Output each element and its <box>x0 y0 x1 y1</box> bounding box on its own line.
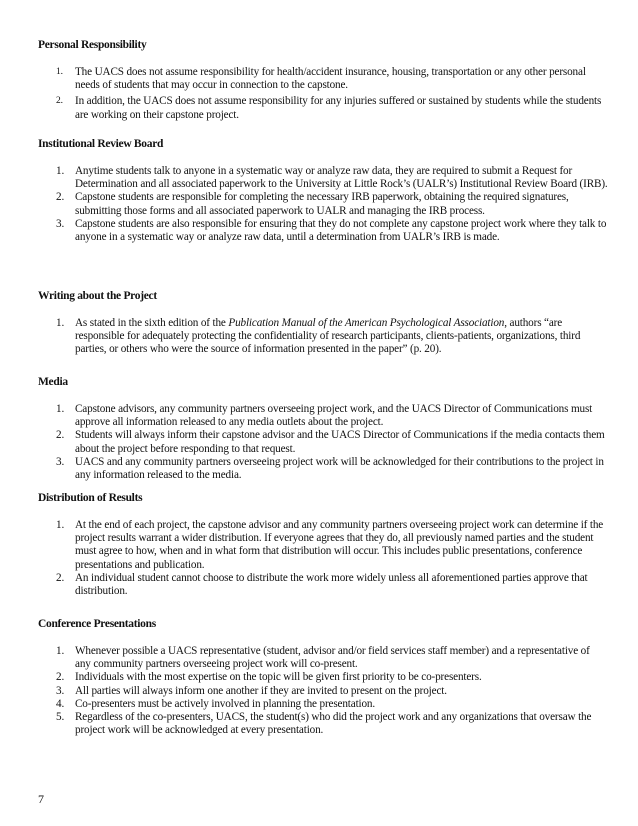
item-number: 2. <box>56 571 65 584</box>
item-text: Capstone students are responsible for completing the necessary IRB paperwork, obtaining the required signatures, submitting those forms and all associated paperwork to UALR and managing the IRB process. <box>75 191 569 217</box>
numbered-list <box>38 519 608 598</box>
item-text: The UACS does not assume responsibility for health/accident insurance, housing, transportation or any other personal needs of students that may occur in connection to the capstone. <box>75 66 586 92</box>
item-text-after: , authors “are responsible for adequately protecting the confidentiality of research participants, clients-patients, organizations, third parties, or others who were the source of information presented in the paper” (p. 20). <box>75 317 581 356</box>
item-number: 5. <box>56 711 65 724</box>
item-text: Capstone advisors, any community partners overseeing project work, and the UACS Director of Communications must approve all information released to any media outlets about the project. <box>75 403 593 429</box>
section-conference-presentations <box>38 617 608 737</box>
item-text: Students will always inform their capstone advisor and the UACS Director of Communications if the media contacts them about the project before responding to that request. <box>75 429 605 455</box>
item-number: 1. <box>56 317 65 329</box>
list-item <box>38 66 608 92</box>
item-number: 3. <box>56 684 65 697</box>
item-number: 3. <box>56 217 65 230</box>
item-text: Capstone students are also responsible for ensuring that they do not complete any capstone project work where they talk to anyone in a systematic way or analyze raw data, until a determination from UALR’s IRB is made. <box>75 217 607 244</box>
section-heading: Media <box>38 376 68 388</box>
section-heading: Distribution of Results <box>38 492 143 504</box>
list-item <box>38 711 608 737</box>
section-heading: Institutional Review Board <box>38 138 164 150</box>
item-number: 2. <box>56 96 63 107</box>
item-text: Whenever possible a UACS representative (student, advisor and/or field services staff member) and a representative of any community partners overseeing project work will co-present. <box>75 645 590 671</box>
section-heading: Personal Responsibility <box>38 39 147 51</box>
page-number: 7 <box>38 792 44 806</box>
item-number: 1. <box>56 645 65 657</box>
item-text: In addition, the UACS does not assume responsibility for any injuries suffered or sustained by students while the students are working on their capstone project. <box>75 95 602 121</box>
list-item <box>38 429 608 455</box>
section-writing-about-project <box>38 289 608 357</box>
item-text-before: As stated in the sixth edition of the <box>75 317 229 329</box>
list-item <box>38 671 608 684</box>
list-item <box>38 685 608 698</box>
item-number: 3. <box>56 455 65 468</box>
numbered-list <box>38 165 608 244</box>
section-institutional-review-board <box>38 137 608 244</box>
list-item <box>38 165 608 191</box>
list-item <box>38 218 608 244</box>
item-text: Regardless of the co-presenters, UACS, the student(s) who did the project work and any organizations that oversaw the project work will be acknowledged at every presentation. <box>75 711 592 737</box>
section-personal-responsibility <box>38 38 608 122</box>
section-media <box>38 375 608 482</box>
item-number: 2. <box>56 191 65 204</box>
item-number: 1. <box>56 165 65 177</box>
item-text: Anytime students talk to anyone in a systematic way or analyze raw data, they are required to submit a Request for Determination and all associated paperwork to the University at Little Rock’s (UALR’s) Institutional Review Board (IRB). <box>75 165 608 191</box>
item-number: 1. <box>56 403 65 415</box>
list-item <box>38 403 608 429</box>
numbered-list <box>38 66 608 122</box>
item-text: At the end of each project, the capstone advisor and any community partners overseeing project work can determine if the project results warrant a wider distribution. If everyone agrees that they do, all previously named parties and the student must agree to how, when and in what form that distribution will occur. This includes public presentations, conference presentations and publication. <box>75 519 604 571</box>
list-item <box>38 191 608 217</box>
item-number: 1. <box>56 67 63 77</box>
list-item <box>38 698 608 711</box>
section-heading: Conference Presentations <box>38 618 156 630</box>
item-text: Individuals with the most expertise on the topic will be given first priority to be co-presenters. <box>75 671 482 684</box>
list-item <box>38 95 608 121</box>
item-text: An individual student cannot choose to distribute the work more widely unless all aforementioned parties approve that distribution. <box>75 571 588 598</box>
section-heading: Writing about the Project <box>38 290 157 302</box>
numbered-list <box>38 645 608 737</box>
item-text-italic-title: Publication Manual of the American Psychological Association <box>228 317 505 329</box>
item-number: 2. <box>56 429 65 442</box>
numbered-list <box>38 317 608 357</box>
section-distribution-of-results <box>38 491 608 598</box>
list-item <box>38 572 608 598</box>
item-number: 2. <box>56 671 65 684</box>
item-number: 1. <box>56 519 65 531</box>
item-text: UACS and any community partners overseeing project work will be acknowledged for their contributions to the project in any information released to the media. <box>75 455 604 482</box>
list-item <box>38 519 608 572</box>
list-item <box>38 317 608 357</box>
list-item <box>38 456 608 482</box>
item-text: Co-presenters must be actively involved in planning the presentation. <box>75 697 376 710</box>
numbered-list <box>38 403 608 482</box>
list-item <box>38 645 608 671</box>
item-text: All parties will always inform one another if they are invited to present on the project. <box>75 684 447 697</box>
item-number: 4. <box>56 697 65 710</box>
